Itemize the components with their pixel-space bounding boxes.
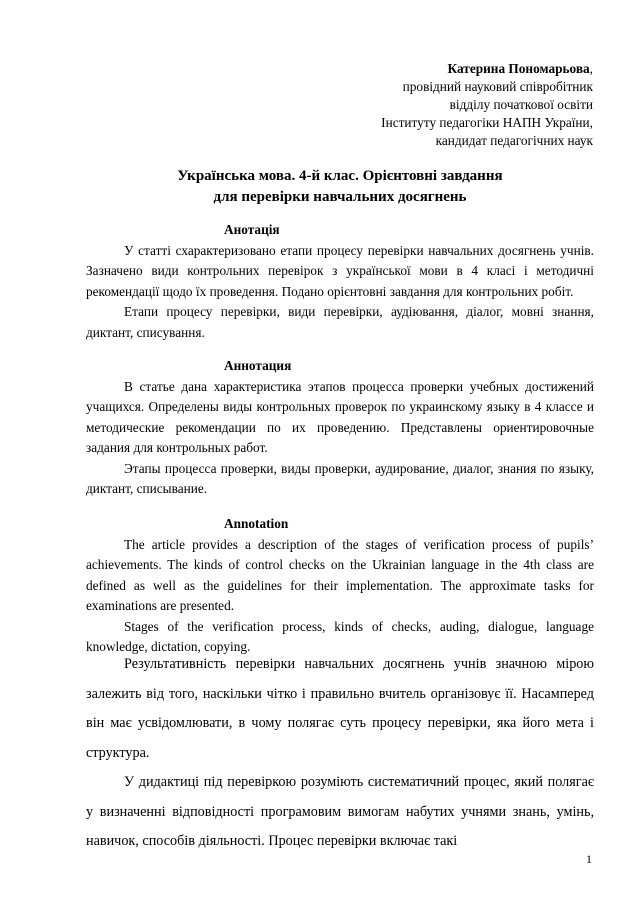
body-paragraph-1: Результативність перевірки навчальних досягнень учнів значною мірою залежить від того, наскільки чітко і правильно вчитель організовує її. Насамперед він має усвідомлювати, в чому полягає суть процесу перевірки, яка його мета і структура. <box>86 656 594 761</box>
author-department-line: відділу початкової освіти <box>449 97 593 112</box>
author-institute-line: Інституту педагогіки НАПН України, <box>381 115 593 130</box>
author-degree-line: кандидат педагогічних наук <box>435 133 593 148</box>
author-name: Катерина Пономарьова <box>447 61 590 76</box>
abstract-ukrainian <box>86 220 594 343</box>
paper-title-line-2: для перевірки навчальних досягнень <box>213 189 467 205</box>
author-name-line <box>263 60 593 78</box>
abstract-english-keywords: Stages of the verification process, kinds of checks, auding, dialogue, language knowledge, dictation, copying. <box>86 618 594 654</box>
paper-title-line-1: Українська мова. 4-й клас. Орієнтовні завдання <box>177 168 503 184</box>
author-block <box>263 60 593 150</box>
abstract-ukrainian-heading: Анотація <box>224 222 280 237</box>
abstract-russian-keywords: Этапы процесса проверки, виды проверки, аудирование, диалог, знания по языку, диктант, списывание. <box>86 460 594 496</box>
abstract-english-text: The article provides a description of the stages of verification process of pupils’ achievements. The kinds of control checks on the Ukrainian language in the 4th class are defined as well as the guidelines for their implementation. The approximate tasks for examinations are presented. <box>86 536 594 613</box>
abstract-russian <box>86 356 594 500</box>
abstract-english-heading: Annotation <box>224 516 289 531</box>
abstract-english <box>86 514 594 658</box>
author-name-suffix: , <box>589 61 593 76</box>
abstract-ukrainian-keywords: Етапи процесу перевірки, види перевірки, аудіювання, діалог, мовні знання, диктант, списування. <box>86 304 594 340</box>
author-position-line: провідний науковий співробітник <box>402 79 593 94</box>
abstract-russian-text: В статье дана характеристика этапов процесса проверки учебных достижений учащихся. Определены виды контрольных проверок по украинскому языку в 4 классе и методические рекомендации по их проведению. Представлены ориентировочные задания для контрольных работ. <box>86 378 594 455</box>
abstract-russian-heading: Аннотация <box>224 358 292 373</box>
main-body-text <box>86 650 594 857</box>
abstract-ukrainian-text: У статті схарактеризовано етапи процесу перевірки навчальних досягнень учнів. Зазначено види контрольних перевірок з української мови в 4 класі і методичні рекомендації щодо їх проведення. Подано орієнтовні завдання для контрольних робіт. <box>86 242 594 299</box>
page-number: 1 <box>586 852 592 866</box>
body-paragraph-2: У дидактиці під перевіркою розуміють систематичний процес, який полягає у визначенні відповідності програмовим вимогам набутих учнями знань, умінь, навичок, способів діяльності. Процес перевірки включає такі <box>86 774 594 849</box>
paper-title <box>90 166 590 208</box>
